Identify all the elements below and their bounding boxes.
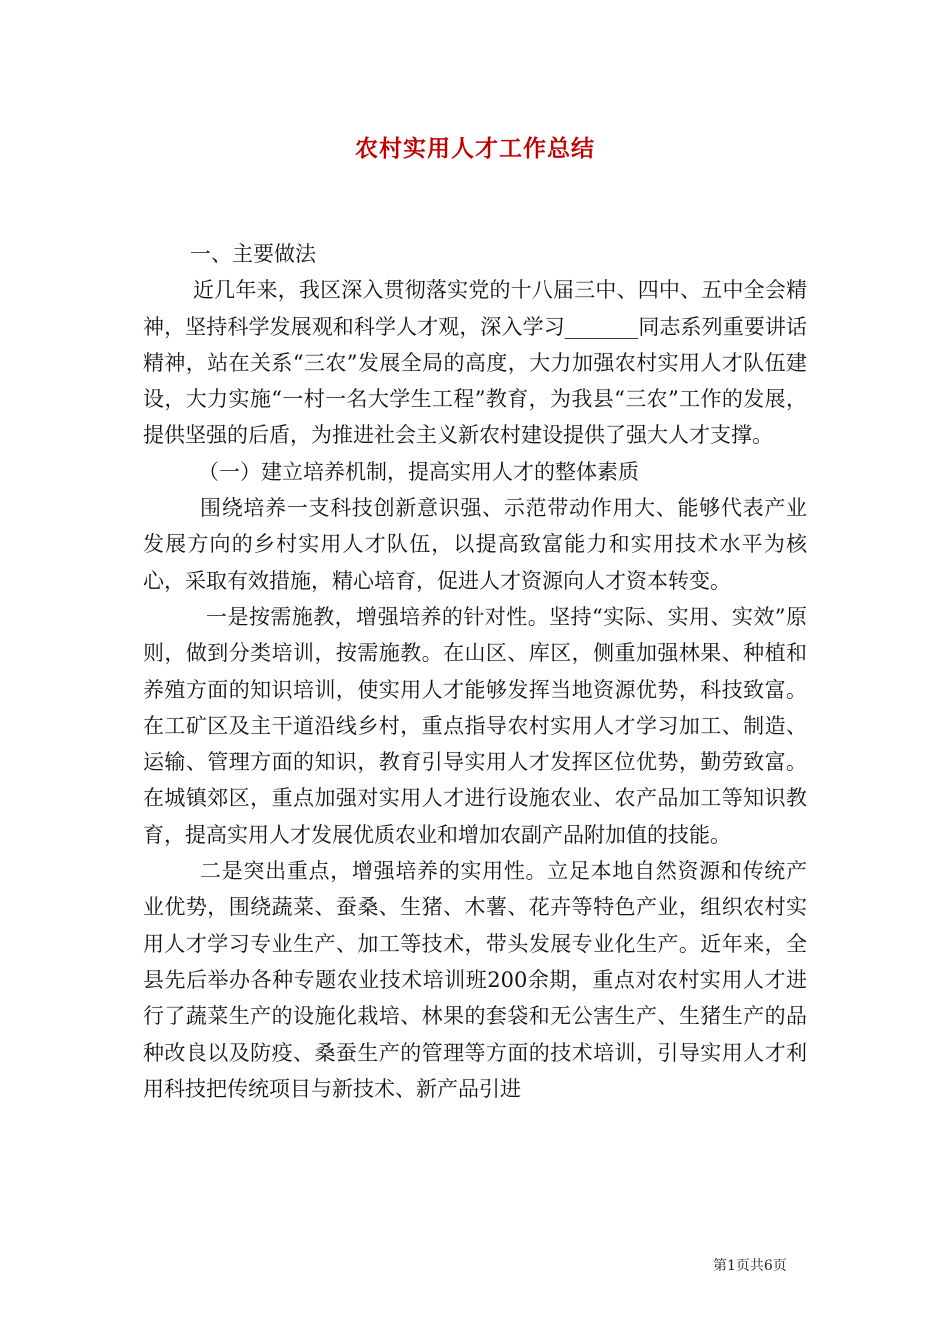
page-number: 第1页共6页 [713,1258,787,1274]
paragraph-point-one: 一是按需施教，增强培养的针对性。坚持“实际、实用、实效”原则，做到分类培训，按需施教。在山区、库区，侧重加强林果、种植和养殖方面的知识培训，使实用人才能够发挥当地资源优势，科技致富。在工矿区及主干道沿线乡村，重点指导农村实用人才学习加工、制造、运输、管理方面的知识，教育引导实用人才发挥区位优势，勤劳致富。在城镇郊区，重点加强对实用人才进行设施农业、农产品加工等知识教育，提高实用人才发展优质农业和增加农副产品附加值的技能。 [143,604,807,847]
document-title: 农村实用人才工作总结 [355,135,595,162]
subsection-heading: （一）建立培养机制，提高实用人才的整体素质 [198,459,639,484]
paragraph-intro: 近几年来，我区深入贯彻落实党的十八届三中、四中、五中全会精神，坚持科学发展观和科学人才观，深入学习_______同志系列重要讲话精神，站在关系“三农”发展全局的高度，大力加强农村实用人才队伍建设，大力实施“一村一名大学生工程”教育，为我县“三农”工作的发展，提供坚强的后盾，为推进社会主义新农村建设提供了强大人才支撑。 [143,278,807,448]
document-body [143,236,807,1107]
paragraph-point-two: 二是突出重点，增强培养的实用性。立足本地自然资源和传统产业优势，围绕蔬菜、蚕桑、生猪、木薯、花卉等特色产业，组织农村实用人才学习专业生产、加工等技术，带头发展专业化生产。近年来，全县先后举办各种专题农业技术培训班200余期，重点对农村实用人才进行了蔬菜生产的设施化栽培、林果的套袋和无公害生产、生猪生产的品种改良以及防疫、桑蚕生产的管理等方面的技术培训，引导实用人才利用科技把传统项目与新技术、新产品引进 [143,859,807,1101]
section-heading: 一、主要做法 [190,242,316,266]
paragraph-goal: 围绕培养一支科技创新意识强、示范带动作用大、能够代表产业发展方向的乡村实用人才队伍，以提高致富能力和实用技术水平为核心，采取有效措施，精心培育，促进人才资源向人才资本转变。 [143,496,807,593]
